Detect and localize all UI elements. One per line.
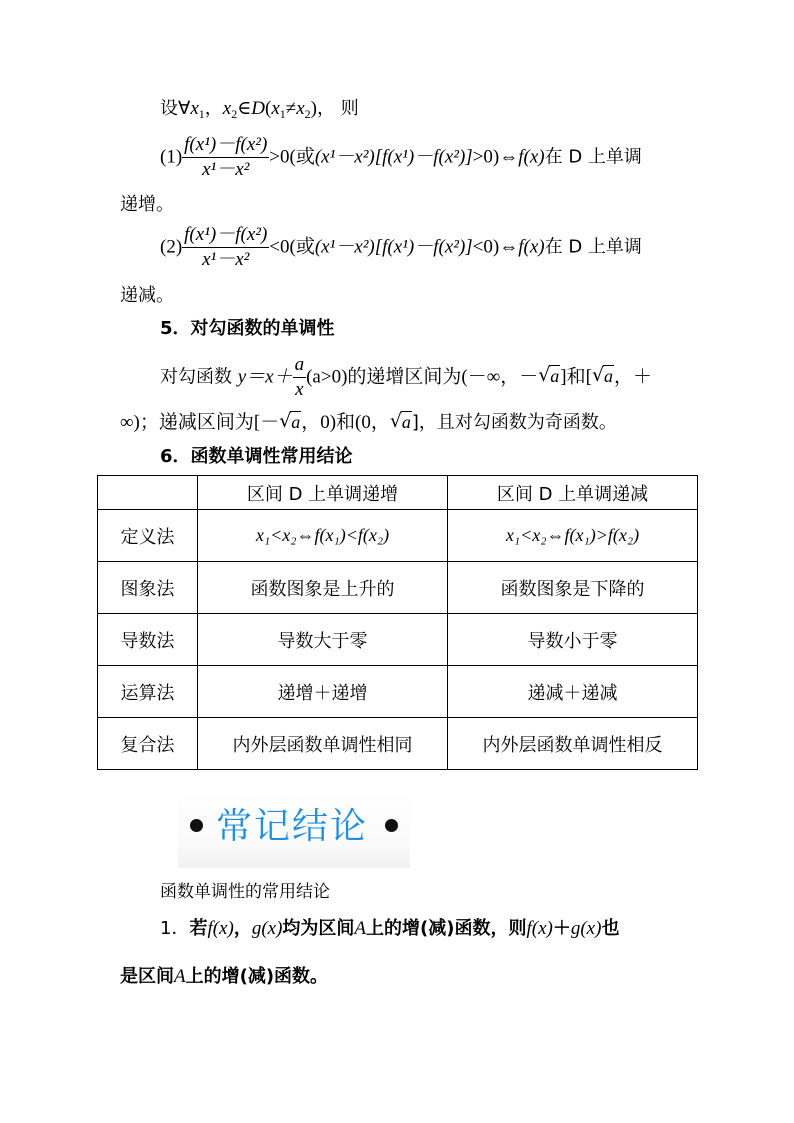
table-row-label: 导数法 xyxy=(98,614,198,666)
text: ]，且对勾函数为奇函数。 xyxy=(411,412,617,433)
bullet-dot-icon xyxy=(385,819,398,832)
text: 上的增(减)函数。 xyxy=(185,966,329,987)
subscript: 1 xyxy=(198,107,205,121)
function-fx: f(x) xyxy=(518,236,545,258)
item-label: (1) xyxy=(160,146,183,168)
table-cell: 函数图象是上升的 xyxy=(198,562,448,614)
item-2-continuation: 递减。 xyxy=(120,285,174,306)
plus-symbol: ＋ xyxy=(552,918,571,939)
equation: y＝x＋ xyxy=(237,366,293,388)
table-header-row xyxy=(98,476,698,510)
conclusion-1-line-1 xyxy=(160,918,619,941)
item-tail: 在 D 上单调 xyxy=(544,146,642,168)
var-x: x xyxy=(296,98,305,119)
difference-quotient xyxy=(182,134,269,181)
fraction-denominator: x¹－x² xyxy=(202,248,250,270)
item-2-line xyxy=(160,224,642,271)
table-cell: 递减＋递减 xyxy=(448,666,698,718)
radicand: a xyxy=(291,412,301,432)
text: 上的增(减)函数，则 xyxy=(366,918,527,939)
table-cell: 导数小于零 xyxy=(448,614,698,666)
text: ， xyxy=(233,918,252,939)
bullet-dot-icon xyxy=(190,819,203,832)
text: ，＋ xyxy=(613,366,652,388)
intro-prefix: 设∀ xyxy=(160,98,191,119)
section-6-heading: 6．函数单调性常用结论 xyxy=(160,446,353,467)
function-fx: f(x) xyxy=(207,918,234,939)
item-label: (2) xyxy=(160,236,183,258)
text: ∞)；递减区间为[－ xyxy=(120,412,280,433)
table-header-cell: 区间 D 上单调递减 xyxy=(448,476,698,510)
item-1-continuation: 递增。 xyxy=(120,194,174,215)
subscript: 2 xyxy=(231,107,238,121)
table-cell: x₁<x₂⇔f(x₁)<f(x₂) xyxy=(198,510,448,562)
table-cell: 递增＋递增 xyxy=(198,666,448,718)
table-row xyxy=(98,562,698,614)
intro-line xyxy=(160,98,359,121)
paren: ( xyxy=(265,98,272,119)
sqrt-a xyxy=(592,366,614,388)
item-1-line xyxy=(160,134,642,181)
section-5-line-2 xyxy=(120,412,617,435)
table-header-cell xyxy=(98,476,198,510)
sqrt-a xyxy=(390,412,412,434)
table-row xyxy=(98,614,698,666)
sqrt-a xyxy=(538,366,560,388)
member-symbol: ∈ xyxy=(237,98,252,119)
sqrt-a xyxy=(279,412,301,434)
table-row xyxy=(98,718,698,770)
var-x: x xyxy=(190,98,199,119)
radicand: a xyxy=(550,366,560,387)
fraction-denominator: x xyxy=(295,378,304,400)
text: (a>0)的递增区间为(－∞，－ xyxy=(306,366,539,388)
text: 若 xyxy=(189,918,208,939)
table-cell: 导数大于零 xyxy=(198,614,448,666)
radicand: a xyxy=(603,366,613,387)
function-fx: f(x) xyxy=(526,918,553,939)
comma: ， xyxy=(204,98,223,119)
paren: ) xyxy=(310,98,317,119)
item-tail: 在 D 上单调 xyxy=(544,236,642,258)
table-row-label: 图象法 xyxy=(98,562,198,614)
product-expression: (x¹－x²)[f(x¹)－f(x²)] xyxy=(314,146,473,168)
item-number: 1． xyxy=(160,918,190,939)
relation: >0(或 xyxy=(269,146,315,168)
relation: >0)⇔ xyxy=(472,146,519,168)
fraction-numerator: a xyxy=(293,354,307,378)
table-row-label: 复合法 xyxy=(98,718,198,770)
relation: <0)⇔ xyxy=(472,236,519,258)
banner-title: 常记结论 xyxy=(216,806,369,847)
relation: <0(或 xyxy=(269,236,315,258)
section-banner xyxy=(178,790,410,868)
table-cell: 内外层函数单调性相同 xyxy=(198,718,448,770)
table-cell: 函数图象是下降的 xyxy=(448,562,698,614)
table-row xyxy=(98,510,698,562)
difference-quotient xyxy=(182,224,269,271)
conclusion-1-line-2 xyxy=(120,966,328,989)
text: 也 xyxy=(601,918,620,939)
table-row xyxy=(98,666,698,718)
text: 是区间 xyxy=(120,966,174,987)
interval-A: A xyxy=(174,966,186,987)
table-row-label: 定义法 xyxy=(98,510,198,562)
function-gx: g(x) xyxy=(251,918,283,939)
fraction-numerator: f(x¹)－f(x²) xyxy=(182,224,269,248)
product-expression: (x¹－x²)[f(x¹)－f(x²)] xyxy=(314,236,473,258)
section-5-heading: 5．对勾函数的单调性 xyxy=(160,318,335,339)
fraction-a-over-x xyxy=(293,354,307,401)
fraction-numerator: f(x¹)－f(x²) xyxy=(182,134,269,158)
neq-symbol: ≠ xyxy=(285,98,297,119)
interval-A: A xyxy=(354,918,367,939)
text: ，0)和(0， xyxy=(301,412,390,433)
subscript: 1 xyxy=(279,107,286,121)
section-5-line-1 xyxy=(160,354,652,401)
text: ]和[ xyxy=(560,366,592,388)
text: 均为区间 xyxy=(282,918,355,939)
var-x: x xyxy=(222,98,232,119)
domain-symbol: D xyxy=(251,98,266,119)
fraction-denominator: x¹－x² xyxy=(202,158,250,180)
conclusions-intro: 函数单调性的常用结论 xyxy=(160,882,330,902)
table-cell: 内外层函数单调性相反 xyxy=(448,718,698,770)
table-row-label: 运算法 xyxy=(98,666,198,718)
radicand: a xyxy=(401,412,411,432)
function-gx: g(x) xyxy=(570,918,602,939)
subscript: 2 xyxy=(304,107,311,121)
intro-then: ， 则 xyxy=(316,98,359,119)
monotonicity-table xyxy=(97,475,698,770)
function-fx: f(x) xyxy=(518,146,545,168)
table-cell: x₁<x₂⇔f(x₁)>f(x₂) xyxy=(448,510,698,562)
var-x: x xyxy=(271,98,280,119)
text: 对勾函数 xyxy=(160,366,238,388)
table-header-cell: 区间 D 上单调递增 xyxy=(198,476,448,510)
